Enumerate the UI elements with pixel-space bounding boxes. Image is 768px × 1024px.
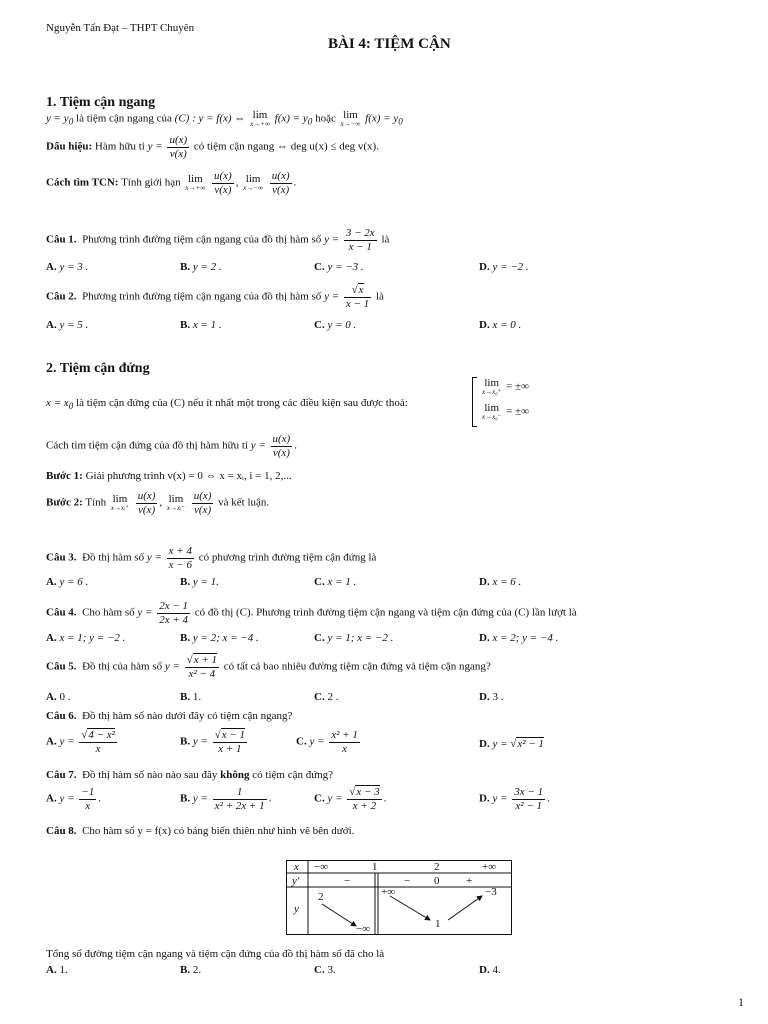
q4-option-a[interactable]: A. x = 1; y = −2 . — [46, 632, 126, 644]
row-label-y: y — [294, 903, 299, 915]
x-value: 2 — [434, 861, 440, 873]
question-5: Câu 5. Đồ thị của hàm số y = $\frac{√x + 1}{\text{x² − 4}}$ có tất cả bao nhiêu đường tiệm cận đứng và tiệm cận ngang? — [46, 654, 491, 680]
q4-option-d[interactable]: D. x = 2; y = −4 . — [479, 632, 559, 644]
method-tcd: Cách tìm tiệm cận đứng của đồ thị hàm hữu tỉ y = $\frac{u(x)}{v(x)}$ . — [46, 433, 297, 459]
sign-rule: Dấu hiệu: Hàm hữu tỉ y = $\frac{u(x)}{v(x)}$ có tiệm cận ngang ⇔ deg u(x) ≤ deg v(x). — [46, 134, 379, 160]
q1-option-b[interactable]: B. y = 2 . — [180, 261, 222, 273]
question-6: Câu 6. Đồ thị hàm số nào dưới đây có tiệm cận ngang? — [46, 710, 293, 722]
variation-table — [286, 860, 512, 935]
condition-bracket — [472, 377, 477, 427]
x-value: −∞ — [314, 861, 329, 873]
q6-option-b[interactable]: B. y = $\frac{√x - 1}{x + 1}$ — [180, 729, 246, 755]
q7-option-b[interactable]: B. y = $\frac{1}{\text{x² + 2x + 1}}$ . — [180, 786, 272, 812]
question-3: Câu 3. Đồ thị hàm số y = $\frac{x + 4}{x - 6}$ có phương trình đường tiệm cận đứng là — [46, 545, 377, 571]
header-author: Nguyễn Tấn Đạt – THPT Chuyên — [46, 22, 195, 34]
x-value: +∞ — [482, 861, 497, 873]
q3-option-c[interactable]: C. x = 1 . — [314, 576, 357, 588]
question-4: Câu 4. Cho hàm số y = $\frac{2x - 1}{2x + 4}$ có đồ thị (C). Phương trình đường tiệm cận ngang và tiệm cận đứng của (C) lần lượt là — [46, 600, 577, 626]
q8-option-a[interactable]: A. 1. — [46, 964, 68, 976]
condition-limit-left: lim x→x₀⁻ = ±∞ — [482, 402, 529, 421]
page-number: 1 — [738, 995, 744, 1009]
q3-option-d[interactable]: D. x = 6 . — [479, 576, 522, 588]
q4-option-b[interactable]: B. y = 2; x = −4 . — [180, 632, 259, 644]
step-1: Bước 1: Giải phương trình v(x) = 0 ⇔ x = xᵢ, i = 1, 2,... — [46, 470, 292, 482]
q5-option-a[interactable]: A. 0 . — [46, 691, 71, 703]
q3-option-a[interactable]: A. y = 6 . — [46, 576, 89, 588]
q5-option-b[interactable]: B. 1. — [180, 691, 202, 703]
q6-option-a[interactable]: A. y = $\frac{\text{√4 − x²}}{x}$ — [46, 729, 115, 755]
q7-option-d[interactable]: D. y = $\frac{3x - 1}{\text{x² − 1}}$ . — [479, 786, 550, 812]
q7-option-a[interactable]: A. y = $\frac{-1}{x}$ . — [46, 786, 101, 812]
q2-option-d[interactable]: D. x = 0 . — [479, 319, 522, 331]
derivative-sign: 0 — [434, 875, 440, 887]
derivative-sign: − — [404, 875, 411, 887]
method-tcn: Cách tìm TCN: Tính giới hạn lim x→+∞ $\frac{u(x)}{v(x)}$ , lim x→−∞ $\frac{u(x)}{v(x)}$ . — [46, 170, 297, 196]
step-2: Bước 2: Tính lim x→xᵢ⁺ $\frac{u(x)}{v(x)}$ , lim x→xᵢ⁻ $\frac{u(x)}{v(x)}$ và kết luận. — [46, 490, 270, 516]
q2-option-c[interactable]: C. y = 0 . — [314, 319, 357, 331]
increase-arrow — [448, 896, 482, 920]
section-1-heading: 1. Tiệm cận ngang — [46, 95, 156, 110]
row-label-x: x — [294, 861, 299, 873]
section-2-heading: 2. Tiệm cận đứng — [46, 361, 150, 376]
ver-asymptote-definition: $x = x_0$ là tiệm cận đứng của (C) nếu ít nhất một trong các điều kiện sau được thoả: — [46, 397, 408, 412]
derivative-sign: + — [466, 875, 473, 887]
y-value: 2 — [318, 891, 324, 903]
q1-option-d[interactable]: D. y = −2 . — [479, 261, 529, 273]
decrease-arrow — [390, 896, 430, 920]
q1-option-a[interactable]: A. y = 3 . — [46, 261, 89, 273]
q6-option-d[interactable]: D. y = √x² − 1 — [479, 738, 544, 750]
decrease-arrow — [322, 904, 356, 926]
q2-option-b[interactable]: B. x = 1 . — [180, 319, 222, 331]
q5-option-d[interactable]: D. 3 . — [479, 691, 504, 703]
q8-option-c[interactable]: C. 3. — [314, 964, 336, 976]
page-title: BÀI 4: TIỆM CẬN — [328, 36, 451, 52]
condition-limit-right: lim x→x₀⁺ = ±∞ — [482, 377, 529, 396]
y-value: −∞ — [356, 923, 371, 935]
question-8-prompt: Tổng số đường tiệm cận ngang và tiệm cận đứng của đồ thị hàm số đã cho là — [46, 948, 385, 960]
q1-option-c[interactable]: C. y = −3 . — [314, 261, 364, 273]
x-value: 1 — [372, 861, 378, 873]
derivative-sign: − — [344, 875, 351, 887]
question-1: Câu 1. Phương trình đường tiệm cận ngang của đồ thị hàm số y = $\frac{3 - 2x}{x - 1}$ là — [46, 227, 390, 253]
q7-option-c[interactable]: C. y = $\frac{√x - 3}{x + 2}$ . — [314, 786, 387, 812]
question-7: Câu 7. Đồ thị hàm số nào nào sau đây không có tiệm cận đứng? — [46, 769, 334, 781]
q5-option-c[interactable]: C. 2 . — [314, 691, 339, 703]
q3-option-b[interactable]: B. y = 1. — [180, 576, 219, 588]
q4-option-c[interactable]: C. y = 1; x = −2 . — [314, 632, 394, 644]
y-value: +∞ — [381, 886, 396, 898]
q8-option-b[interactable]: B. 2. — [180, 964, 202, 976]
q6-option-c[interactable]: C. y = $\frac{\text{x² + 1}}{x}$ — [296, 729, 358, 755]
y-value: −3 — [485, 886, 497, 898]
question-8: Câu 8. Cho hàm số y = f(x) có bảng biến thiên như hình vẽ bên dưới. — [46, 825, 355, 837]
q2-option-a[interactable]: A. y = 5 . — [46, 319, 89, 331]
y-value: 1 — [435, 918, 441, 930]
q8-option-d[interactable]: D. 4. — [479, 964, 501, 976]
row-label-yprime: y′ — [292, 875, 300, 887]
question-2: Câu 2. Phương trình đường tiệm cận ngang của đồ thị hàm số y = $\frac{√x}{x - 1}$ là — [46, 284, 384, 310]
hor-asymptote-definition: $y = y_0$ là tiệm cận ngang của (C) : y = f(x) ⇔ lim x→+∞ $f(x) = y_0$ hoặc lim x→−∞ $f(x) = y_0$ — [46, 109, 403, 128]
